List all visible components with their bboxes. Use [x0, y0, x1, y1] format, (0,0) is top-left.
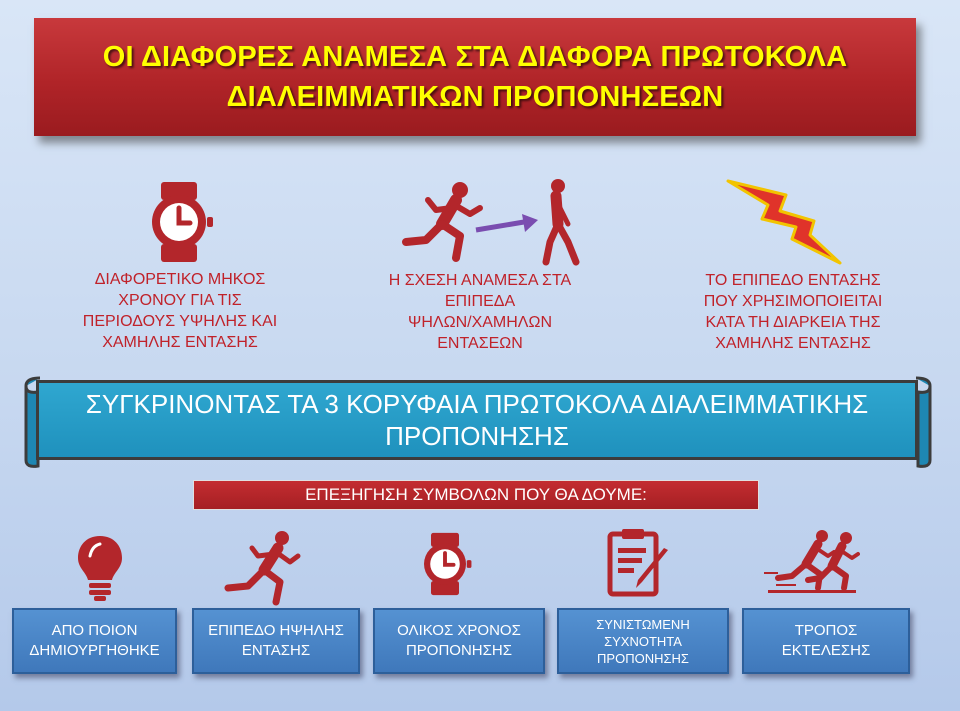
lightbulb-icon	[76, 534, 124, 602]
sprinters-icon	[764, 528, 860, 594]
runner-icon	[222, 528, 302, 606]
scroll-line-2: ΠΡΟΠΟΝΗΣΗΣ	[385, 421, 569, 451]
title-line-1: ΟΙ ΔΙΑΦΟΡΕΣ ΑΝΑΜΕΣΑ ΣΤΑ ΔΙΑΦΟΡΑ ΠΡΩΤΟΚΟΛΑ	[102, 41, 848, 73]
legend-box-execution: ΤΡΟΠΟΣ ΕΚΤΕΛΕΣΗΣ	[742, 608, 910, 674]
legend-box-frequency: ΣΥΝΙΣΤΩΜΕΝΗ ΣΥΧΝΟΤΗΤΑ ΠΡΟΠΟΝΗΣΗΣ	[557, 608, 729, 674]
legend-box-high-intensity: ΕΠΙΠΕΔΟ ΗΨΗΛΗΣ ΕΝΤΑΣΗΣ	[192, 608, 360, 674]
scroll-body	[36, 380, 918, 460]
column-3-text: ΤΟ ΕΠΙΠΕΔΟ ΕΝΤΑΣΗΣ ΠΟΥ ΧΡΗΣΙΜΟΠΟΙΕΙΤΑΙ ΚΑΤΑ ΤΗ ΔΙΑΡΚΕΙΑ ΤΗΣ ΧΑΜΗΛΗΣ ΕΝΤΑΣΗΣ	[703, 272, 883, 352]
watch-icon	[417, 526, 473, 602]
watch-icon	[143, 180, 215, 264]
scroll-line-1: ΣΥΓΚΡΙΝΟΝΤΑΣ ΤΑ 3 ΚΟΡΥΦΑΙΑ ΠΡΩΤΟΚΟΛΑ ΔΙΑΛΕΙΜΜΑΤΙΚΗΣ	[85, 389, 869, 419]
column-1-text: ΔΙΑΦΟΡΕΤΙΚΟ ΜΗΚΟΣ ΧΡΟΝΟΥ ΓΙΑ ΤΙΣ ΠΕΡΙΟΔΟΥΣ ΥΨΗΛΗΣ ΚΑΙ ΧΑΜΗΛΗΣ ΕΝΤΑΣΗΣ	[82, 271, 278, 351]
scroll-banner	[22, 372, 934, 472]
legend-heading: ΕΠΕΞΗΓΗΣΗ ΣΥΜΒΟΛΩΝ ΠΟΥ ΘΑ ΔΟΥΜΕ:	[193, 480, 759, 510]
lightning-icon	[722, 175, 846, 267]
legend-box-creator: ΑΠΟ ΠΟΙΟΝ ΔΗΜΙΟΥΡΓΗΘΗΚΕ	[12, 608, 177, 674]
title-banner	[34, 18, 916, 136]
title-line-2: ΔΙΑΛΕΙΜΜΑΤΙΚΩΝ ΠΡΟΠΟΝΗΣΕΩΝ	[226, 81, 724, 113]
clipboard-icon	[606, 526, 674, 598]
legend-box-total-time: ΟΛΙΚΟΣ ΧΡΟΝΟΣ ΠΡΟΠΟΝΗΣΗΣ	[373, 608, 545, 674]
column-2-text: Η ΣΧΕΣΗ ΑΝΑΜΕΣΑ ΣΤΑ ΕΠΙΠΕΔΑ ΨΗΛΩΝ/ΧΑΜΗΛΩΝ ΕΝΤΑΣΕΩΝ	[388, 272, 572, 352]
runner-to-walker-icon	[398, 178, 588, 268]
